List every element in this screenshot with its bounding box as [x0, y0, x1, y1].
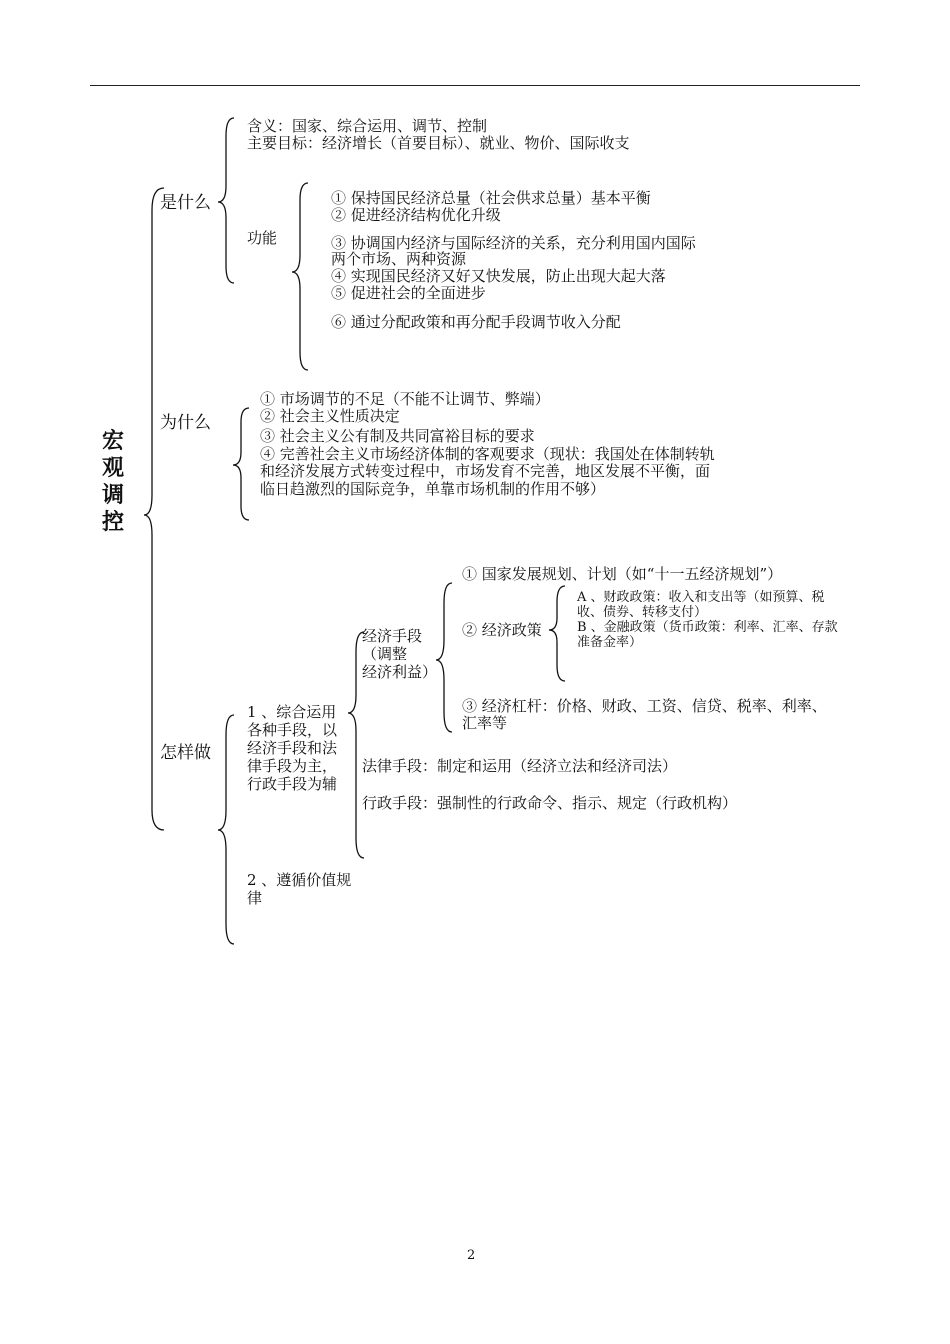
function-item: ⑤ 促进社会的全面进步: [331, 284, 486, 302]
how-item2-line: 律: [247, 889, 263, 907]
why-line: ② 社会主义性质决定: [260, 407, 400, 425]
how-heading: 怎样做: [160, 743, 211, 763]
function-item: ④ 实现国民经济又好又快发展，防止出现大起大落: [331, 267, 666, 285]
econ-label-line: 经济利益）: [362, 663, 438, 681]
title-char: 调: [101, 483, 124, 508]
why-line: ③ 社会主义公有制及共同富裕目标的要求: [260, 427, 535, 445]
goals-text: 主要目标：经济增长（首要目标）、就业、物价、国际收支: [247, 134, 630, 152]
brace-econ: [436, 583, 452, 732]
why-heading: 为什么: [160, 413, 211, 433]
policy-label: ② 经济政策: [462, 621, 542, 639]
why-line: 和经济发展方式转变过程中，市场发育不完善，地区发展不平衡，面: [260, 462, 711, 480]
fiscal-policy-line: 收、债券、转移支付）: [577, 605, 708, 620]
function-item: ③ 协调国内经济与国际经济的关系，充分利用国内国际: [331, 234, 696, 252]
why-line: 临日趋激烈的国际竞争，单靠市场机制的作用不够）: [260, 480, 606, 498]
function-item: ⑥ 通过分配政策和再分配手段调节收入分配: [331, 313, 621, 331]
how-item1-line: 律手段为主，: [247, 757, 338, 775]
page-number: 2: [467, 1248, 476, 1263]
brace-how: [218, 715, 234, 944]
brace-policy: [549, 586, 565, 681]
brace-functions: [292, 183, 308, 370]
lever-line: 汇率等: [462, 714, 508, 732]
title-char: 控: [101, 510, 124, 535]
brace-why: [233, 408, 249, 520]
monetary-policy-line: 准备金率）: [577, 635, 643, 650]
monetary-policy-line: B 、金融政策（货币政策：利率、汇率、存款: [577, 620, 838, 635]
fiscal-policy-line: A 、财政政策：收入和支出等（如预算、税: [577, 590, 825, 605]
law-means-text: 法律手段：制定和运用（经济立法和经济司法）: [362, 757, 678, 775]
function-item: 两个市场、两种资源: [331, 250, 467, 268]
why-line: ① 市场调节的不足（不能不让调节、弊端）: [260, 390, 550, 408]
plan-text: ① 国家发展规划、计划（如“十一五经济规划”）: [462, 565, 783, 583]
how-item1-line: 1 、综合运用: [247, 703, 337, 721]
econ-label-line: （调整: [362, 645, 408, 663]
function-label: 功能: [247, 229, 278, 247]
how-item2-line: 2 、遵循价值规: [247, 871, 352, 889]
function-item: ① 保持国民经济总量（社会供求总量）基本平衡: [331, 189, 651, 207]
econ-label-line: 经济手段: [362, 627, 423, 645]
brace-what: [218, 118, 234, 283]
meaning-text: 含义：国家、综合运用、调节、控制: [247, 117, 488, 135]
brace-main: [144, 188, 164, 830]
admin-means-text: 行政手段：强制性的行政命令、指示、规定（行政机构）: [362, 794, 738, 812]
why-line: ④ 完善社会主义市场经济体制的客观要求（现状：我国处在体制转轨: [260, 445, 715, 463]
how-item1-line: 经济手段和法: [247, 739, 338, 757]
title-char: 宏: [101, 429, 124, 454]
how-item1-line: 各种手段，以: [247, 721, 338, 739]
how-item1-line: 行政手段为辅: [247, 775, 338, 793]
what-heading: 是什么: [160, 193, 211, 213]
function-item: ② 促进经济结构优化升级: [331, 206, 501, 224]
lever-line: ③ 经济杠杆：价格、财政、工资、信贷、税率、利率、: [462, 697, 827, 715]
title-char: 观: [101, 456, 124, 481]
page-title: [100, 428, 126, 536]
